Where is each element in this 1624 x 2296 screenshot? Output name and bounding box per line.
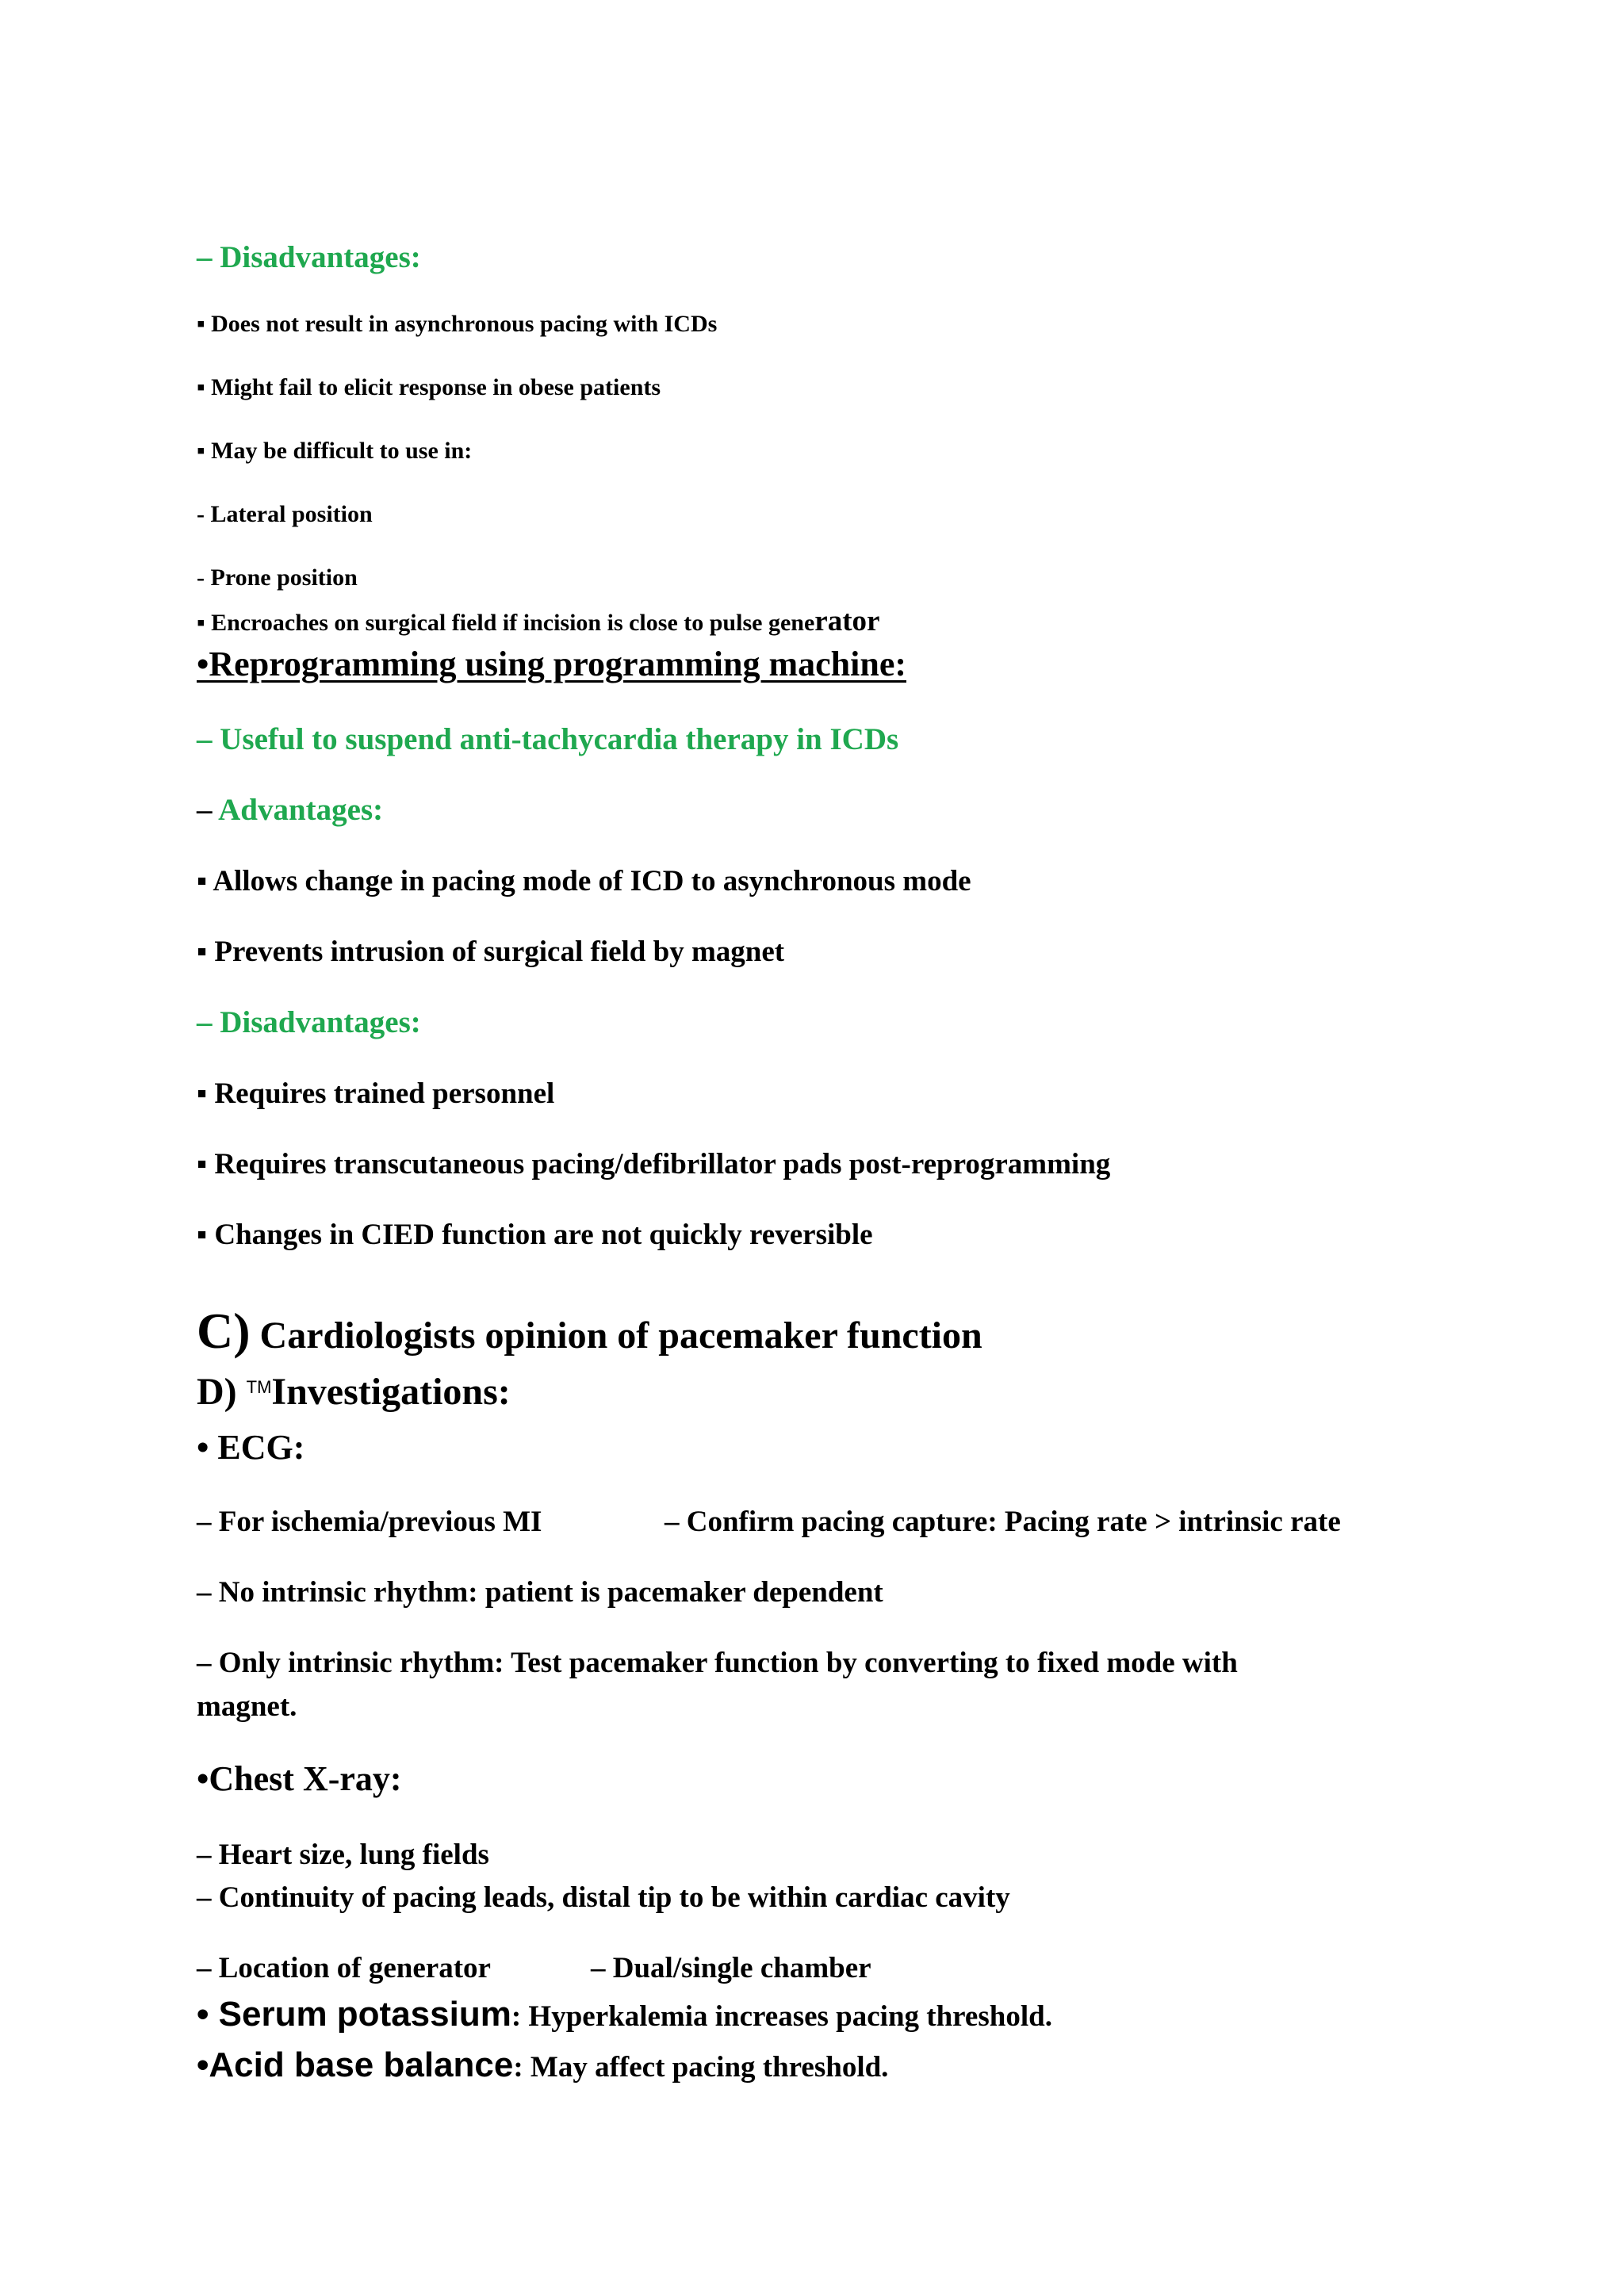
list-item: ▪ Allows change in pacing mode of ICD to asynchronous mode [197,865,971,897]
disadvantages-heading-1: – Disadvantages: [197,240,421,274]
ecg-row-left: – For ischemia/previous MI [197,1506,542,1538]
list-item: - Prone position [197,564,358,591]
list-item: ▪ Prevents intrusion of surgical field by magnet [197,936,785,968]
ecg-heading: • ECG: [197,1428,305,1467]
reprogramming-useful: – Useful to suspend anti-tachycardia therapy in ICDs [197,722,899,756]
trademark-mark: TM [246,1377,272,1397]
list-item: ▪ Might fail to elicit response in obese patients [197,374,661,400]
section-c-title: Cardiologists opinion of pacemaker function [250,1314,982,1357]
section-c-letter: C) [197,1303,251,1359]
list-item: ▪ Requires transcutaneous pacing/defibrillator pads post-reprogramming [197,1148,1111,1181]
list-item-text: ▪ Encroaches on surgical field if incision is close to pulse gene [197,610,815,636]
ecg-item: – No intrinsic rhythm: patient is pacemaker dependent [197,1576,883,1609]
advantages-heading [197,792,383,828]
xray-item: – Continuity of pacing leads, distal tip to be within cardiac cavity [197,1881,1010,1914]
list-item [197,604,879,638]
section-d-letter: D) [197,1371,247,1413]
list-item: - Lateral position [197,501,373,527]
ecg-item: – Only intrinsic rhythm: Test pacemaker function by converting to fixed mode with [197,1647,1238,1679]
list-item: ▪ Requires trained personnel [197,1077,555,1110]
section-d-heading [197,1370,511,1414]
xray-item: – Heart size, lung fields [197,1839,489,1871]
xray-row-left: – Location of generator [197,1952,491,1984]
acid-base-line [197,2045,888,2085]
ecg-row-right: – Confirm pacing capture: Pacing rate > intrinsic rate [665,1506,1341,1538]
reprogramming-title: •Reprogramming using programming machine: [197,645,906,683]
advantages-dash: – [197,793,219,827]
section-d-title: Investigations: [271,1371,511,1413]
ecg-item-continued: magnet. [197,1690,297,1723]
list-item-text-tail: rator [814,605,880,637]
disadvantages-heading-2: – Disadvantages: [197,1005,421,1039]
chest-xray-heading: •Chest X-ray: [197,1759,402,1798]
list-item: ▪ May be difficult to use in: [197,438,473,464]
serum-potassium-text: : Hyperkalemia increases pacing threshold. [511,2000,1052,2033]
advantages-label: Advantages: [218,793,384,827]
acid-base-text: : May affect pacing threshold. [513,2051,889,2084]
serum-potassium-line [197,1995,1052,2034]
list-item: ▪ Changes in CIED function are not quickly reversible [197,1219,873,1251]
acid-base-label: •Acid base balance [197,2045,514,2084]
serum-potassium-label: • Serum potassium [197,1995,511,2034]
xray-row-right: – Dual/single chamber [591,1952,871,1984]
section-c-heading [197,1302,982,1360]
list-item: ▪ Does not result in asynchronous pacing with ICDs [197,311,718,337]
